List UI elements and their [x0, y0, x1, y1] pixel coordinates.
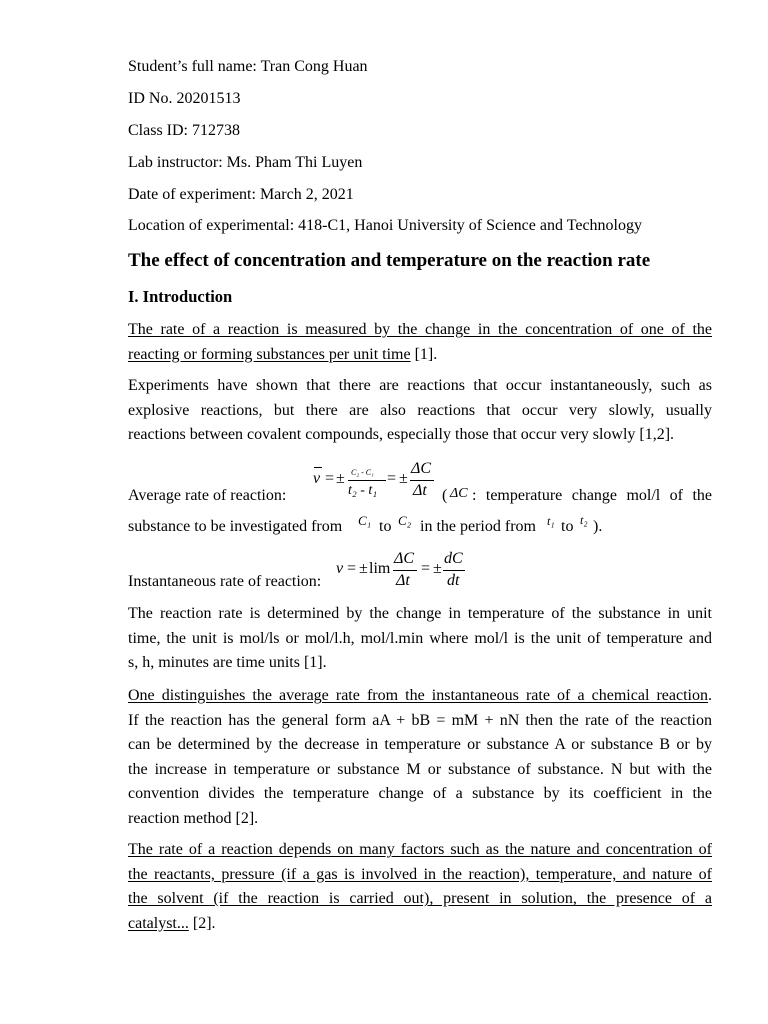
paragraph-average-vs-instantaneous — [128, 684, 712, 831]
text-line: reactions between covalent compounds, especially those that occur very slowly [1,2]. — [128, 426, 675, 443]
section-heading-introduction: I. Introduction — [128, 287, 233, 306]
text-line: Experiments have shown that there are reactions that occur instantaneously, such as — [128, 377, 712, 394]
underlined-text: One distinguishes the average rate from the instantaneous rate of a chemical reaction — [128, 687, 708, 704]
paragraph-reaction-speeds — [128, 374, 712, 448]
math-t1: t₁ — [547, 514, 555, 528]
instantaneous-rate-label: Instantaneous rate of reaction: — [128, 573, 322, 590]
open-paren: ( — [442, 487, 448, 504]
average-rate-label: Average rate of reaction: — [128, 487, 287, 504]
text-to: to — [379, 518, 392, 535]
paragraph-rate-factors — [128, 838, 712, 936]
document-title: The effect of concentration and temperature on the reaction rate — [128, 250, 651, 271]
underlined-text: the solvent (if the reaction is carried out), present in solution, the presence of a — [128, 890, 712, 907]
fraction-bar — [443, 570, 465, 571]
period: . — [708, 687, 712, 704]
average-rate-description: : temperature change mol/l of the — [472, 487, 712, 504]
instantaneous-rate-formula — [336, 550, 476, 594]
text-line: explosive reactions, but there are also reactions that occur very slowly, usually — [128, 401, 712, 419]
math-t2: t₂ — [580, 513, 588, 527]
reference: [1]. — [410, 345, 438, 363]
lab-instructor: Lab instructor: Ms. Pham Thi Luyen — [128, 154, 363, 171]
math-dt: dt — [447, 572, 460, 589]
text-line: If the reaction has the general form aA + bB = mM + nN then the rate of the reaction — [128, 711, 712, 729]
text-line: convention divides the temperature change of a substance by its coefficient in the — [128, 785, 712, 802]
average-rate-line2-a: substance to be investigated from — [128, 518, 343, 535]
math-pm: ± — [359, 560, 368, 577]
math-eq: = — [421, 560, 431, 577]
math-bar — [314, 467, 322, 468]
text-line: time, the unit is mol/ls or mol/l.h, mol/l.min where mol/l is the unit of temperature and — [128, 629, 712, 647]
close-paren: ). — [593, 518, 603, 535]
fraction-bar — [393, 570, 417, 571]
experiment-location: Location of experimental: 418-C1, Hanoi University of Science and Technology — [128, 217, 642, 234]
average-rate-line2-b: in the period from — [420, 518, 536, 535]
paragraph-rate-units — [128, 602, 712, 676]
underlined-text: the reactants, pressure (if a gas is involved in the reaction), temperature, and nature of — [128, 865, 712, 883]
underlined-text: catalyst... — [128, 914, 189, 932]
math-v: v — [336, 560, 344, 577]
reference: [2]. — [188, 914, 216, 932]
fraction-bar — [348, 480, 386, 481]
math-delta-c: ΔC — [394, 550, 415, 567]
text-line: can be determined by the decrease in temperature or substance A or substance B or by — [128, 736, 712, 753]
math-pm: ± — [399, 470, 408, 487]
math-delta-t: Δt — [413, 482, 427, 499]
math-dc: dC — [444, 550, 463, 567]
average-rate-formula — [313, 460, 443, 506]
text-line: reaction method [2]. — [128, 809, 259, 827]
math-delta-c-inline: ΔC — [450, 486, 468, 501]
math-delta-c: ΔC — [411, 460, 432, 477]
text-line: The reaction rate is determined by the change in temperature of the substance in unit — [128, 605, 712, 622]
math-lim: lim — [369, 560, 391, 577]
underlined-text: The rate of a reaction is measured by the change in the concentration of one of the — [128, 321, 712, 338]
math-eq: = — [347, 560, 357, 577]
math-pm: ± — [433, 560, 442, 577]
paragraph-rate-definition — [128, 318, 712, 367]
underlined-text: reacting or forming substances per unit time — [128, 345, 411, 363]
math-c1: C₁ — [358, 513, 372, 528]
math-eq: = — [387, 470, 397, 487]
class-id: Class ID: 712738 — [128, 122, 240, 139]
text-line: s, h, minutes are time units [1]. — [128, 654, 327, 671]
math-c2c1: C₂ - C₁ — [351, 468, 374, 477]
experiment-date: Date of experiment: March 2, 2021 — [128, 186, 354, 203]
math-c2: C₂ — [398, 513, 412, 528]
math-v: v — [313, 470, 321, 487]
text-line: the increase in temperature or substance M or substance of substance. N but with the — [128, 760, 712, 778]
underlined-text: The rate of a reaction depends on many factors such as the nature and concentration of — [128, 841, 712, 858]
student-name: Student’s full name: Tran Cong Huan — [128, 58, 368, 75]
fraction-bar — [410, 480, 434, 481]
student-id: ID No. 20201513 — [128, 90, 241, 107]
math-eq: = — [325, 470, 335, 487]
math-delta-t: Δt — [396, 572, 410, 589]
math-t2t1: t₂ - t₁ — [348, 483, 378, 498]
math-pm: ± — [336, 470, 345, 487]
text-to: to — [561, 518, 574, 535]
